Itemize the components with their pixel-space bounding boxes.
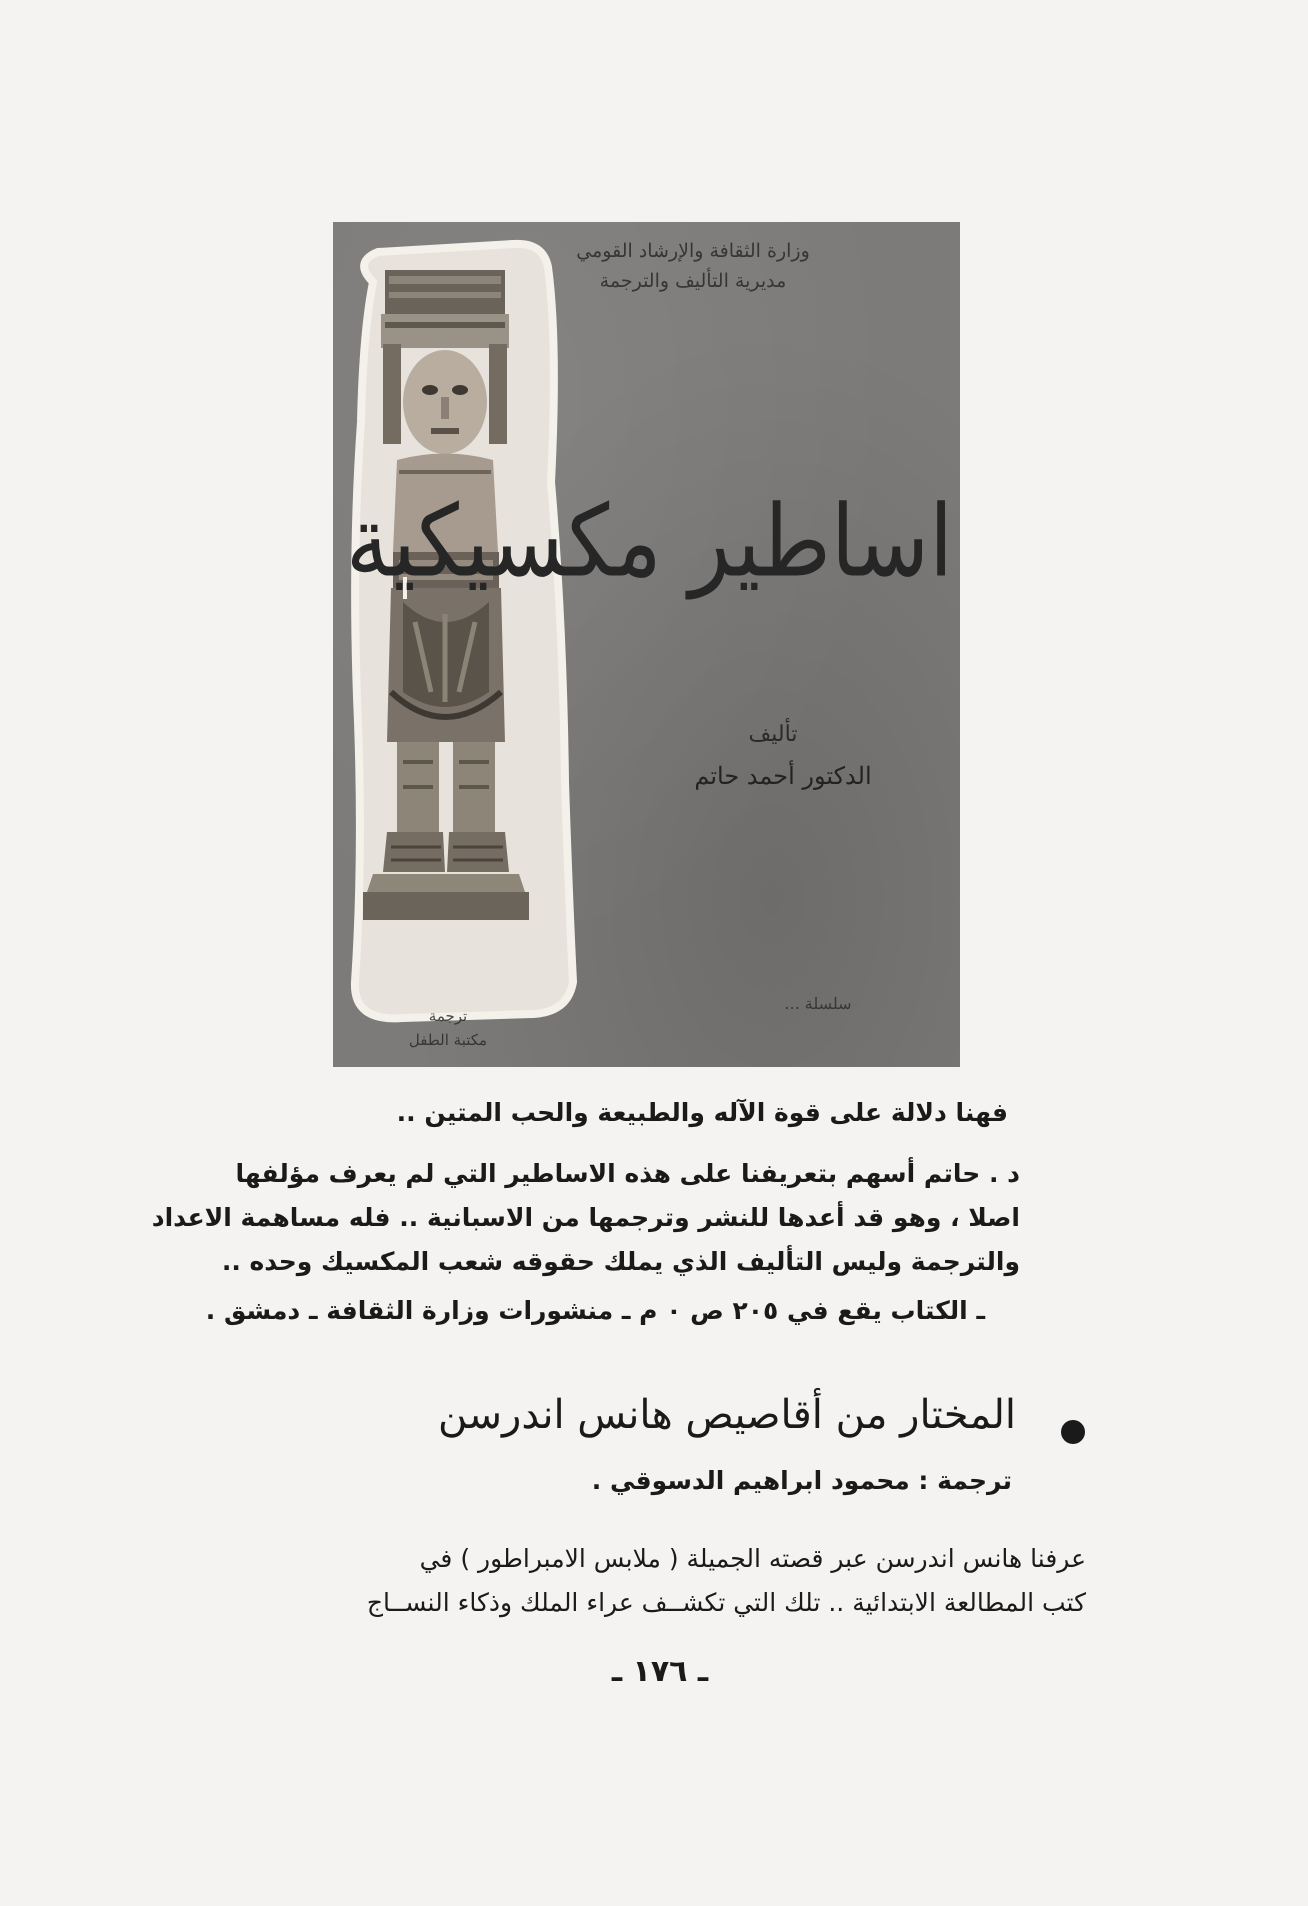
- book-info-line: ـ الكتاب يقع في ٢٠٥ ص ٠ م ـ منشورات وزارة الثقافة ـ دمشق .: [205, 1296, 985, 1325]
- cover-title: اساطير مكسيكية: [345, 484, 953, 600]
- paragraph-andersen: [367, 1537, 1086, 1625]
- paragraph-line: عرفنا هانس اندرسن عبر قصته الجميلة ( ملابس الامبراطور ) في: [419, 1544, 1086, 1573]
- bullet-icon: [1061, 1420, 1085, 1444]
- cover-author-prefix: تأليف: [748, 722, 798, 747]
- paragraph-author-note: [152, 1152, 1020, 1284]
- section-heading: المختار من أقاصيص هانس اندرسن: [438, 1392, 1016, 1438]
- body-line-conclusion: فهنا دلالة على قوة الآله والطبيعة والحب المتين ..: [396, 1098, 1008, 1127]
- page-number: ـ ١٧٦ ـ: [611, 1654, 709, 1689]
- translator-line: ترجمة : محمود ابراهيم الدسوقي .: [591, 1466, 1012, 1495]
- cover-publisher-text: وزارة الثقافة والإرشاد القومي مديرية التأليف والترجمة: [576, 240, 810, 292]
- paragraph-line: والترجمة وليس التأليف الذي يملك حقوقه شعب المكسيك وحده ..: [221, 1247, 1020, 1276]
- paragraph-line: د . حاتم أسهم بتعريفنا على هذه الاساطير التي لم يعرف مؤلفها: [235, 1159, 1020, 1188]
- cover-author: الدكتور أحمد حاتم: [694, 762, 872, 790]
- paragraph-line: كتب المطالعة الابتدائية .. تلك التي تكشــف عراء الملك وذكاء النســاج: [366, 1588, 1086, 1617]
- cover-series: سلسلة ...: [784, 994, 852, 1013]
- statue-illustration: [333, 222, 960, 1067]
- paragraph-line: اصلا ، وهو قد أعدها للنشر وترجمها من الاسبانية .. فله مساهمة الاعداد: [151, 1203, 1020, 1232]
- cover-left-caption: ترجمة مكتبة الطفل: [408, 1007, 488, 1049]
- book-cover-image: [333, 222, 960, 1067]
